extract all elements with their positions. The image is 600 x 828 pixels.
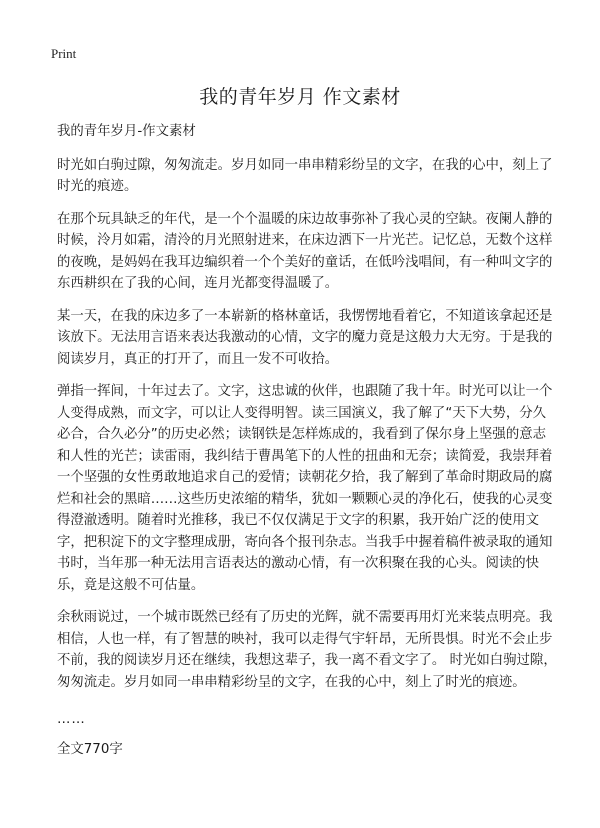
print-link[interactable]: Print	[51, 46, 77, 61]
article-body	[57, 121, 557, 771]
ellipsis: ……	[57, 712, 86, 727]
paragraph: 某一天，在我的床边多了一本崭新的格林童话，我愣愣地看着它，不知道该拿起还是该放下。无法用言语来表达我激动的心情，文字的魔力竟是这般力大无穷。于是我的阅读岁月，真正的打开了，而且一发不可收拾。	[57, 308, 553, 367]
article-title: 我的青年岁月 作文素材	[199, 86, 401, 108]
word-count: 全文770字	[57, 741, 123, 757]
article-subtitle: 我的青年岁月-作文素材	[57, 124, 196, 139]
paragraph: 余秋雨说过，一个城市既然已经有了历史的光辉，就不需要再用灯光来装点明亮。我相信，人也一样，有了智慧的映衬，我可以走得气宇轩昂，无所畏惧。时光不会止步不前，我的阅读岁月还在继续，我想这辈子，我一离不看文字了。 时光如白驹过隙，匆匆流走。岁月如同一串串精彩纷呈的文字，在我的心中，刻上了时光的痕迹。	[57, 610, 557, 690]
paragraph: 在那个玩具缺乏的年代，是一个个温暖的床边故事弥补了我心灵的空缺。夜阑人静的时候，泠月如霜，清泠的月光照射进来，在床边洒下一片光芒。记忆总，无数个这样的夜晚，是妈妈在我耳边编织着一个个美好的童话，在低吟浅唱间，有一种叫文字的东西耕织在了我的心间，连月光都变得温暖了。	[57, 211, 553, 291]
paragraph: 弹指一挥间，十年过去了。文字，这忠诚的伙伴，也跟随了我十年。时光可以让一个人变得成熟，而文字，可以让人变得明智。读三国演义，我了解了“天下大势，分久必合，合久必分”的历史必然；读钢铁是怎样炼成的，我看到了保尔身上坚强的意志和人性的光芒；读雷雨，我纠结于曹禺笔下的人性的扭曲和无奈；读简爱，我崇拜着一个坚强的女性勇敢地追求自己的爱情；读朝花夕拾，我了解到了革命时期政局的腐烂和社会的黑暗……这些历史浓缩的精华，犹如一颗颗心灵的净化石，使我的心灵变得澄澈透明。随着时光推移，我已不仅仅满足于文字的积累，我开始广泛的使用文字，把积淀下的文字整理成册，寄向各个报刊杂志。当我手中握着稿件被录取的通知书时，当年那一种无法用言语表达的激动心情，有一次积聚在我的心头。阅读的快乐，竟是这般不可估量。	[57, 384, 553, 593]
paragraph: 时光如白驹过隙，匆匆流走。岁月如同一串串精彩纷呈的文字，在我的心中，刻上了时光的痕迹。	[57, 157, 553, 194]
